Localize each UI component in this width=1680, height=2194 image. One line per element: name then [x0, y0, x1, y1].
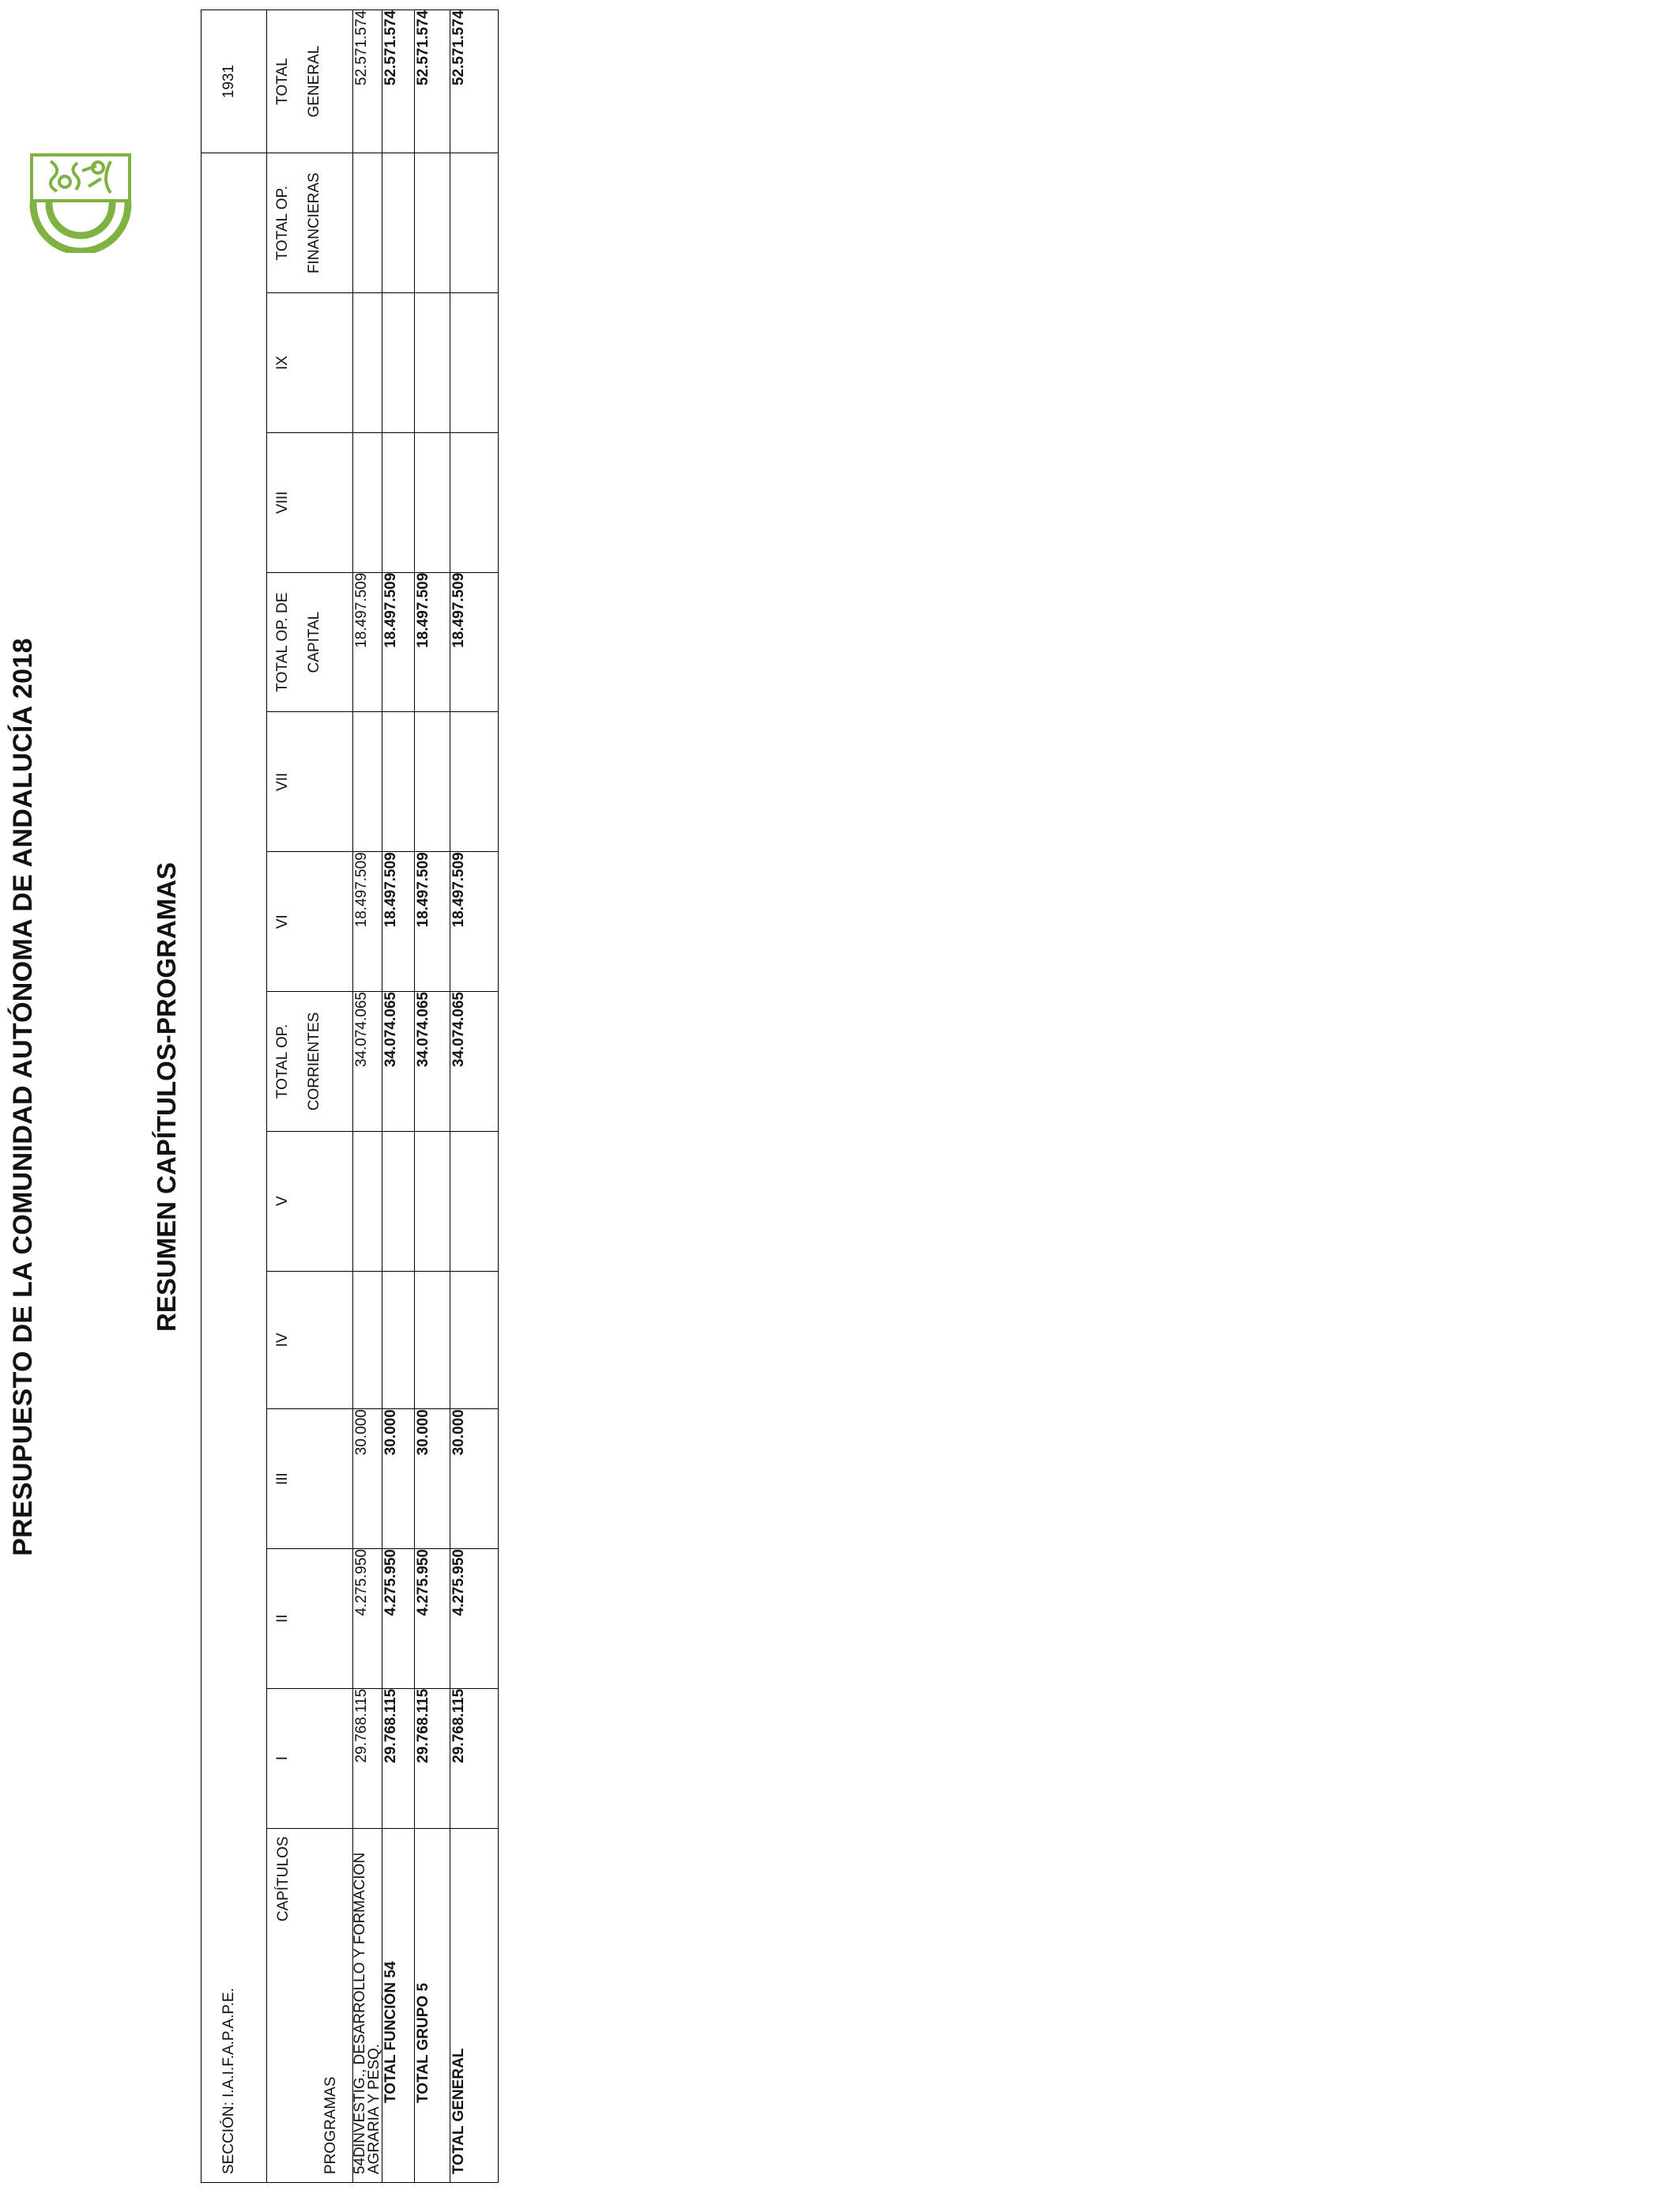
cell-c1: 29.768.115	[353, 1688, 382, 1828]
cell-c6: 18.497.509	[382, 852, 415, 992]
total-row	[450, 10, 499, 2183]
header-c6: VI	[267, 852, 353, 992]
cell-c2: 4.275.950	[353, 1549, 382, 1689]
header-c5: V	[267, 1131, 353, 1271]
cell-c2: 4.275.950	[415, 1549, 450, 1689]
cell-c5	[382, 1131, 415, 1271]
table-row	[415, 10, 450, 2183]
total-c4	[450, 1271, 499, 1409]
header-total-financieras-l2: FINANCIERAS	[306, 172, 322, 274]
cell-total-corrientes: 34.074.065	[415, 992, 450, 1132]
header-total-general-l2: GENERAL	[306, 45, 322, 118]
section-spacer	[202, 153, 267, 1828]
row-funcion-label: TOTAL FUNCIÓN 54	[382, 1828, 415, 2182]
section-code: 1931	[202, 10, 267, 153]
cell-c9	[415, 293, 450, 433]
total-c2: 4.275.950	[450, 1549, 499, 1689]
header-c1: I	[267, 1688, 353, 1828]
cell-c4	[353, 1271, 382, 1409]
total-c7	[450, 712, 499, 852]
cell-total-capital: 18.497.509	[382, 572, 415, 712]
cell-c8	[353, 432, 382, 572]
row-program-name: INVESTIG., DESARROLLO Y FORMACION AGRARIA Y PESQ.	[352, 1852, 382, 2174]
cell-c4	[382, 1271, 415, 1409]
header-c8: VIII	[267, 432, 353, 572]
header-total-financieras-l1: TOTAL OP.	[274, 186, 291, 261]
cell-total-corrientes: 34.074.065	[382, 992, 415, 1132]
cell-c5	[353, 1131, 382, 1271]
cell-total-general: 52.571.574	[382, 10, 415, 153]
cell-c6: 18.497.509	[415, 852, 450, 992]
page-subtitle: RESUMEN CAPÍTULOS-PROGRAMAS	[152, 861, 181, 1333]
cell-c1: 29.768.115	[415, 1688, 450, 1828]
header-programas-capitulos	[267, 1828, 353, 2182]
header-total-capital-l1: TOTAL OP. DE	[274, 592, 291, 692]
header-c7: VII	[267, 712, 353, 852]
table-row	[353, 10, 382, 2183]
cell-c3: 30.000	[353, 1409, 382, 1549]
total-total-capital: 18.497.509	[450, 572, 499, 712]
header-c2: II	[267, 1549, 353, 1689]
cell-c1: 29.768.115	[382, 1688, 415, 1828]
header-total-corrientes-l2: CORRIENTES	[306, 1012, 322, 1111]
cell-c5	[415, 1131, 450, 1271]
cell-total-financieras	[415, 153, 450, 293]
cell-c7	[415, 712, 450, 852]
table-row	[382, 10, 415, 2183]
header-total-capital	[267, 572, 353, 712]
row-grupo-label: TOTAL GRUPO 5	[415, 1828, 450, 2182]
header-total-financieras	[267, 153, 353, 293]
total-c1: 29.768.115	[450, 1688, 499, 1828]
section-row	[202, 10, 267, 2183]
header-total-general-l1: TOTAL	[274, 58, 291, 105]
header-total-general	[267, 10, 353, 153]
cell-c9	[382, 293, 415, 433]
cell-c7	[353, 712, 382, 852]
cell-c3: 30.000	[382, 1409, 415, 1549]
total-label: TOTAL GENERAL	[450, 1828, 499, 2182]
cell-total-financieras	[353, 153, 382, 293]
cell-c7	[382, 712, 415, 852]
row-program-code: 54D	[352, 2147, 368, 2174]
page-title: PRESUPUESTO DE LA COMUNIDAD AUTÓNOMA DE ANDALUCÍA 2018	[8, 638, 38, 1556]
cell-total-capital: 18.497.509	[353, 572, 382, 712]
cell-c9	[353, 293, 382, 433]
header-programas: PROGRAMAS	[322, 2076, 339, 2174]
total-c3: 30.000	[450, 1409, 499, 1549]
cell-total-capital: 18.497.509	[415, 572, 450, 712]
header-total-capital-l2: CAPITAL	[306, 611, 322, 673]
total-c9	[450, 293, 499, 433]
header-c3: III	[267, 1409, 353, 1549]
cell-c8	[382, 432, 415, 572]
header-c9: IX	[267, 293, 353, 433]
header-total-corrientes-l1: TOTAL OP.	[274, 1023, 291, 1099]
row-program-label	[353, 1828, 382, 2182]
cell-total-corrientes: 34.074.065	[353, 992, 382, 1132]
cell-total-financieras	[382, 153, 415, 293]
cell-c6: 18.497.509	[353, 852, 382, 992]
total-total-corrientes: 34.074.065	[450, 992, 499, 1132]
cell-c3: 30.000	[415, 1409, 450, 1549]
header-c4: IV	[267, 1271, 353, 1409]
total-c5	[450, 1131, 499, 1271]
total-total-general: 52.571.574	[450, 10, 499, 153]
total-c8	[450, 432, 499, 572]
total-c6: 18.497.509	[450, 852, 499, 992]
cell-total-general: 52.571.574	[415, 10, 450, 153]
cell-c2: 4.275.950	[382, 1549, 415, 1689]
cell-c8	[415, 432, 450, 572]
total-total-financieras	[450, 153, 499, 293]
cell-c4	[415, 1271, 450, 1409]
section-label: SECCIÓN: I.A.I.F.A.P.A.P.E.	[202, 1828, 267, 2182]
budget-table	[201, 9, 499, 2183]
header-capitulos: CAPÍTULOS	[275, 1836, 292, 1922]
header-total-corrientes	[267, 992, 353, 1132]
header-row	[267, 10, 353, 2183]
cell-total-general: 52.571.574	[353, 10, 382, 153]
